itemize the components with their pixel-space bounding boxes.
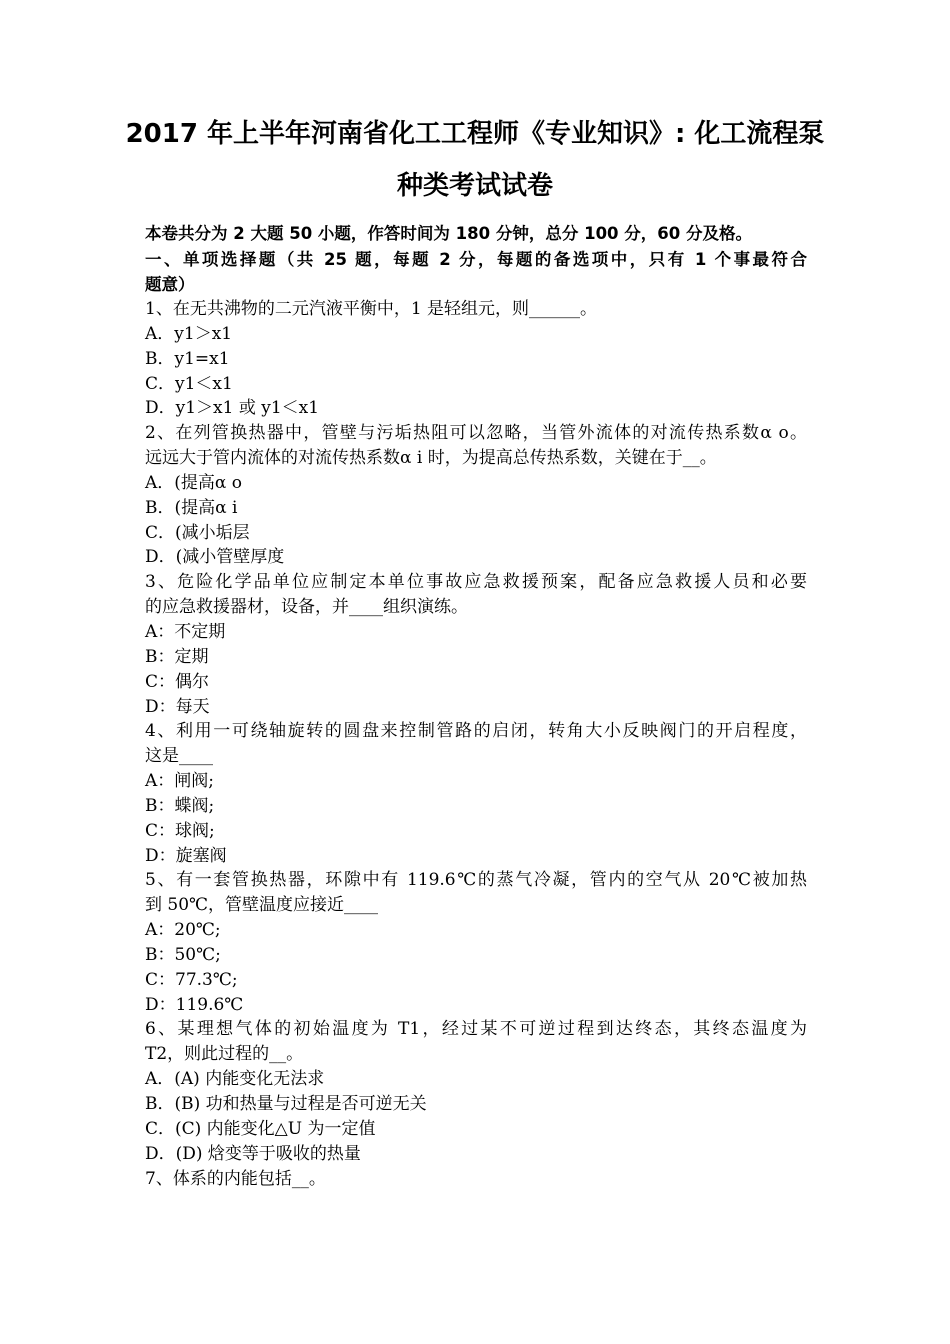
answer-option: A：20℃;	[145, 920, 221, 941]
question-list	[145, 297, 815, 1191]
answer-option: A：闸阀;	[145, 771, 215, 792]
answer-option: A：不定期	[145, 621, 226, 642]
answer-option: D：每天	[145, 696, 210, 717]
answer-option: D．y1＞x1 或 y1＜x1	[145, 398, 320, 419]
question-stem-line: 6、某理想气体的初始温度为 T1，经过某不可逆过程到达终态，其终态温度为	[145, 1019, 807, 1040]
question-stem-line: 7、体系的内能包括__。	[145, 1168, 326, 1189]
answer-option: B：定期	[145, 646, 209, 667]
answer-option: C．(减小垢层	[145, 522, 250, 543]
answer-option: C：球阀;	[145, 820, 215, 841]
answer-option: C．y1＜x1	[145, 373, 233, 394]
answer-option: A．(提高α o	[145, 472, 243, 493]
answer-option: B：蝶阀;	[145, 795, 215, 816]
question-stem-line: 4、利用一可绕轴旋转的圆盘来控制管路的启闭，转角大小反映阀门的开启程度，	[145, 721, 807, 742]
question-stem-line: 的应急救援器材，设备，并____组织演练。	[145, 597, 468, 618]
question-item	[145, 297, 815, 421]
answer-option: B．(提高α i	[145, 497, 238, 518]
question-stem-line: 到 50℃，管壁温度应接近____	[145, 895, 379, 916]
question-item	[145, 570, 815, 719]
question-stem-line: 这是____	[145, 746, 213, 767]
answer-option: D．(D) 焓变等于吸收的热量	[145, 1143, 361, 1164]
answer-option: C：偶尔	[145, 671, 210, 692]
answer-option: A．y1＞x1	[145, 323, 233, 344]
section-heading	[145, 247, 807, 297]
answer-option: D：旋塞阀	[145, 845, 227, 866]
answer-option: B．y1=x1	[145, 348, 230, 369]
answer-option: D．(减小管壁厚度	[145, 547, 285, 568]
question-item	[145, 868, 815, 1017]
section-heading-line-1: 一、单项选择题（共 25 题，每题 2 分，每题的备选项中，只有 1 个事最符合	[145, 250, 807, 269]
section-heading-line-2: 题意）	[145, 275, 195, 294]
answer-option: B．(B) 功和热量与过程是否可逆无关	[145, 1094, 427, 1114]
question-stem-line: 5、有一套管换热器，环隙中有 119.6℃的蒸气冷凝，管内的空气从 20℃被加热	[145, 870, 807, 891]
answer-option: A．(A) 内能变化无法求	[145, 1069, 325, 1090]
question-stem-line: 远远大于管内流体的对流传热系数α i 时，为提高总传热系数，关键在于__。	[145, 448, 717, 469]
question-item	[145, 1167, 815, 1192]
document-title-line-1: 2017 年上半年河南省化工工程师《专业知识》: 化工流程泵	[125, 119, 825, 149]
question-item	[145, 421, 815, 570]
answer-option: C．(C) 内能变化△U 为一定值	[145, 1118, 376, 1139]
answer-option: C：77.3℃;	[145, 969, 238, 990]
question-item	[145, 1017, 815, 1166]
exam-intro: 本卷共分为 2 大题 50 小题，作答时间为 180 分钟，总分 100 分，60 分及格。	[145, 224, 752, 243]
question-stem-line: 2、在列管换热器中，管壁与污垢热阻可以忽略，当管外流体的对流传热系数α o。	[145, 423, 807, 444]
answer-option: D：119.6℃	[145, 994, 244, 1015]
question-stem-line: 3、危险化学品单位应制定本单位事故应急救援预案，配备应急救援人员和必要	[145, 572, 807, 593]
question-item	[145, 719, 815, 868]
answer-option: B：50℃;	[145, 944, 221, 965]
question-stem-line: 1、在无共沸物的二元汽液平衡中，1 是轻组元，则______。	[145, 299, 598, 319]
document-title-line-2: 种类考试试卷	[396, 171, 553, 201]
question-stem-line: T2，则此过程的__。	[145, 1044, 304, 1065]
